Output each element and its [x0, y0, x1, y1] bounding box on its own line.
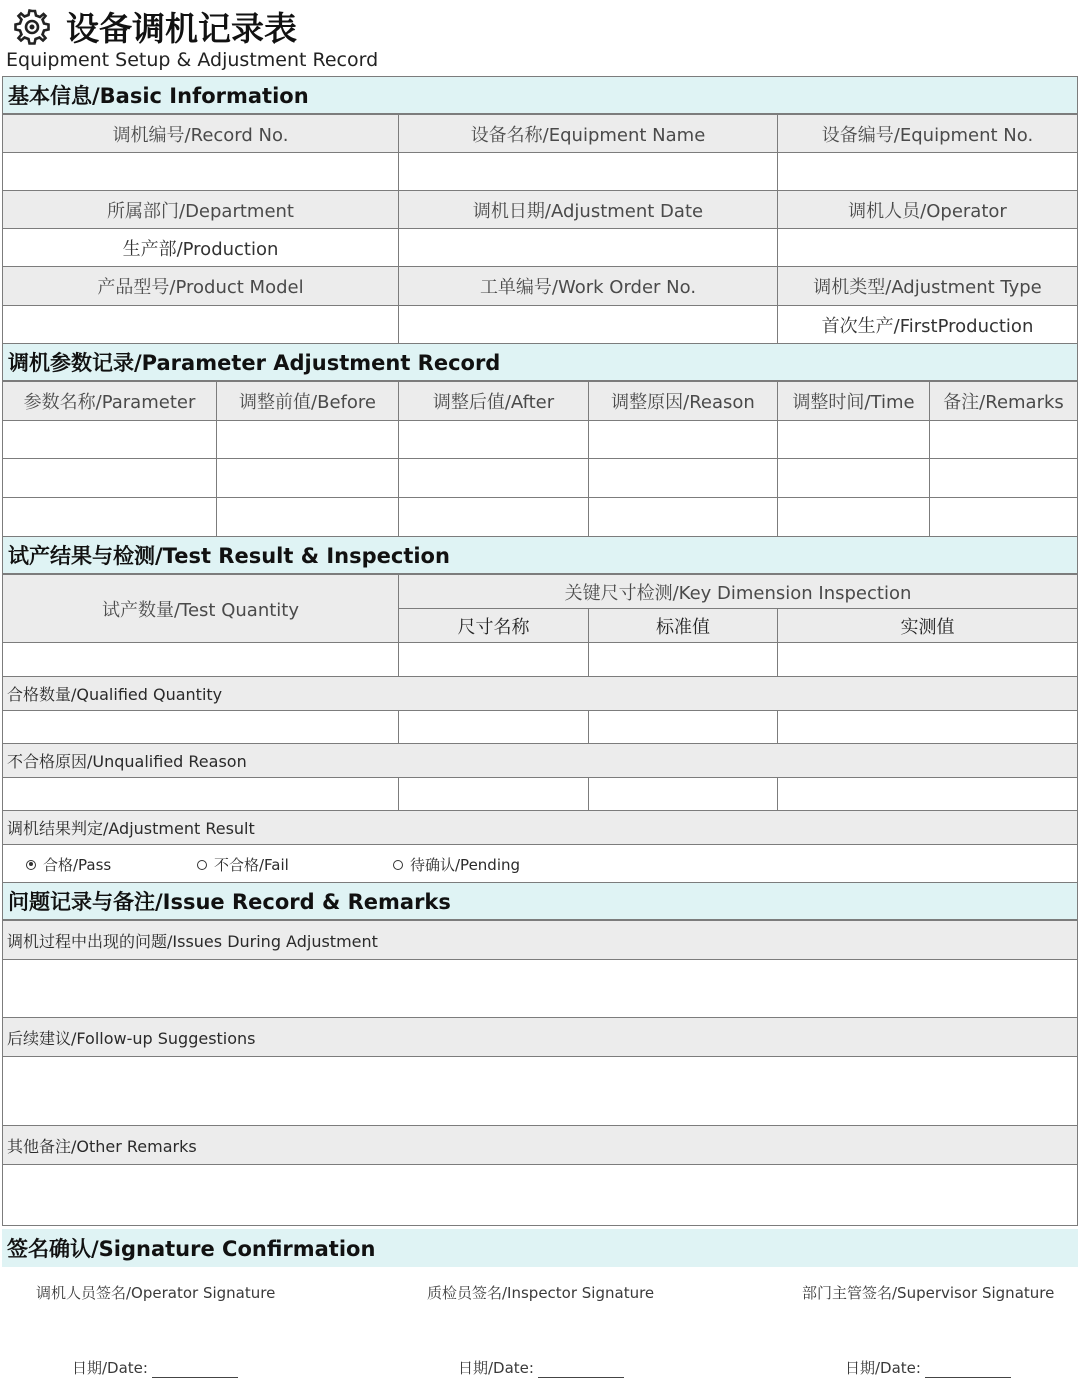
param-col-time: 调整时间/Time: [777, 381, 930, 421]
radio-fail[interactable]: [197, 854, 289, 875]
section-parameter-record: 调机参数记录/Parameter Adjustment Record: [2, 343, 1078, 381]
adjustment-type-label: 调机类型/Adjustment Type: [777, 266, 1078, 306]
equipment-no-label: 设备编号/Equipment No.: [777, 114, 1078, 153]
date-label: 日期/Date:: [458, 1359, 534, 1377]
work-order-field[interactable]: [398, 305, 778, 344]
table-row[interactable]: [216, 420, 399, 459]
dim-col-measured: 实测值: [777, 608, 1078, 643]
dim-standard-field-3[interactable]: [588, 777, 778, 811]
followup-textarea[interactable]: [2, 1056, 1078, 1126]
test-quantity-field[interactable]: [2, 642, 399, 677]
table-row[interactable]: [777, 497, 930, 537]
section-test-result: 试产结果与检测/Test Result & Inspection: [2, 536, 1078, 574]
table-row[interactable]: [216, 458, 399, 498]
table-row[interactable]: [398, 420, 589, 459]
table-row[interactable]: [398, 497, 589, 537]
dim-name-field[interactable]: [398, 642, 589, 677]
table-row[interactable]: [777, 458, 930, 498]
radio-pending-label: 待确认/Pending: [410, 856, 521, 874]
operator-signature-label: 调机人员签名/Operator Signature: [36, 1284, 276, 1302]
adjustment-date-field[interactable]: [398, 228, 778, 267]
table-row[interactable]: [2, 497, 217, 537]
radio-unselected-icon: [197, 860, 207, 870]
unqualified-reason-label: 不合格原因/Unqualified Reason: [2, 743, 1078, 778]
page-subtitle: Equipment Setup & Adjustment Record: [6, 49, 379, 71]
equipment-no-field[interactable]: [777, 152, 1078, 191]
product-model-field[interactable]: [2, 305, 399, 344]
equipment-name-label: 设备名称/Equipment Name: [398, 114, 778, 153]
adjustment-result-label: 调机结果判定/Adjustment Result: [2, 810, 1078, 845]
date-label: 日期/Date:: [72, 1359, 148, 1377]
supervisor-signature-label: 部门主管签名/Supervisor Signature: [802, 1284, 1055, 1302]
page-title: 设备调机记录表: [66, 9, 297, 48]
radio-unselected-icon: [393, 860, 403, 870]
department-label: 所属部门/Department: [2, 190, 399, 229]
radio-pending[interactable]: [393, 854, 520, 875]
date-line: [538, 1363, 624, 1378]
table-row[interactable]: [588, 497, 778, 537]
record-no-label: 调机编号/Record No.: [2, 114, 399, 153]
table-row[interactable]: [2, 420, 217, 459]
dim-col-standard: 标准值: [588, 608, 778, 643]
operator-date[interactable]: [72, 1357, 238, 1378]
param-col-after: 调整后值/After: [398, 381, 589, 421]
dim-measured-field-2[interactable]: [777, 710, 1078, 744]
dim-standard-field[interactable]: [588, 642, 778, 677]
dim-col-name: 尺寸名称: [398, 608, 589, 643]
dim-measured-field-3[interactable]: [777, 777, 1078, 811]
gear-icon: [12, 7, 52, 47]
issues-label: 调机过程中出现的问题/Issues During Adjustment: [2, 920, 1078, 960]
dim-name-field-3[interactable]: [398, 777, 589, 811]
table-row[interactable]: [588, 458, 778, 498]
test-quantity-label: 试产数量/Test Quantity: [2, 574, 399, 643]
unqualified-reason-field[interactable]: [2, 777, 399, 811]
radio-selected-icon: [26, 860, 36, 870]
inspector-date[interactable]: [458, 1357, 624, 1378]
dim-name-field-2[interactable]: [398, 710, 589, 744]
supervisor-date[interactable]: [845, 1357, 1011, 1378]
dim-measured-field[interactable]: [777, 642, 1078, 677]
equipment-name-field[interactable]: [398, 152, 778, 191]
other-remarks-label: 其他备注/Other Remarks: [2, 1125, 1078, 1165]
dim-standard-field-2[interactable]: [588, 710, 778, 744]
table-row[interactable]: [929, 497, 1078, 537]
date-line: [152, 1363, 238, 1378]
table-row[interactable]: [588, 420, 778, 459]
param-col-reason: 调整原因/Reason: [588, 381, 778, 421]
table-row[interactable]: [777, 420, 930, 459]
qualified-quantity-field[interactable]: [2, 710, 399, 744]
section-basic-information: 基本信息/Basic Information: [2, 76, 1078, 114]
inspector-signature-label: 质检员签名/Inspector Signature: [427, 1284, 655, 1302]
adjustment-type-field[interactable]: 首次生产/FirstProduction: [777, 305, 1078, 344]
issues-textarea[interactable]: [2, 959, 1078, 1018]
radio-pass[interactable]: [26, 854, 111, 875]
product-model-label: 产品型号/Product Model: [2, 266, 399, 306]
param-col-before: 调整前值/Before: [216, 381, 399, 421]
radio-pass-label: 合格/Pass: [43, 856, 112, 874]
key-dimension-label: 关键尺寸检测/Key Dimension Inspection: [398, 574, 1078, 609]
radio-fail-label: 不合格/Fail: [214, 856, 289, 874]
section-signature: 签名确认/Signature Confirmation: [2, 1229, 1078, 1267]
param-col-remarks: 备注/Remarks: [929, 381, 1078, 421]
date-label: 日期/Date:: [845, 1359, 921, 1377]
section-issue-record: 问题记录与备注/Issue Record & Remarks: [2, 882, 1078, 920]
work-order-label: 工单编号/Work Order No.: [398, 266, 778, 306]
param-col-parameter: 参数名称/Parameter: [2, 381, 217, 421]
department-field[interactable]: 生产部/Production: [2, 228, 399, 267]
record-no-field[interactable]: [2, 152, 399, 191]
operator-label: 调机人员/Operator: [777, 190, 1078, 229]
followup-label: 后续建议/Follow-up Suggestions: [2, 1017, 1078, 1057]
operator-field[interactable]: [777, 228, 1078, 267]
qualified-quantity-label: 合格数量/Qualified Quantity: [2, 676, 1078, 711]
other-remarks-textarea[interactable]: [2, 1164, 1078, 1226]
table-row[interactable]: [398, 458, 589, 498]
table-row[interactable]: [2, 458, 217, 498]
adjustment-date-label: 调机日期/Adjustment Date: [398, 190, 778, 229]
table-row[interactable]: [216, 497, 399, 537]
date-line: [925, 1363, 1011, 1378]
adjustment-result-options: [2, 844, 1078, 883]
table-row[interactable]: [929, 458, 1078, 498]
table-row[interactable]: [929, 420, 1078, 459]
